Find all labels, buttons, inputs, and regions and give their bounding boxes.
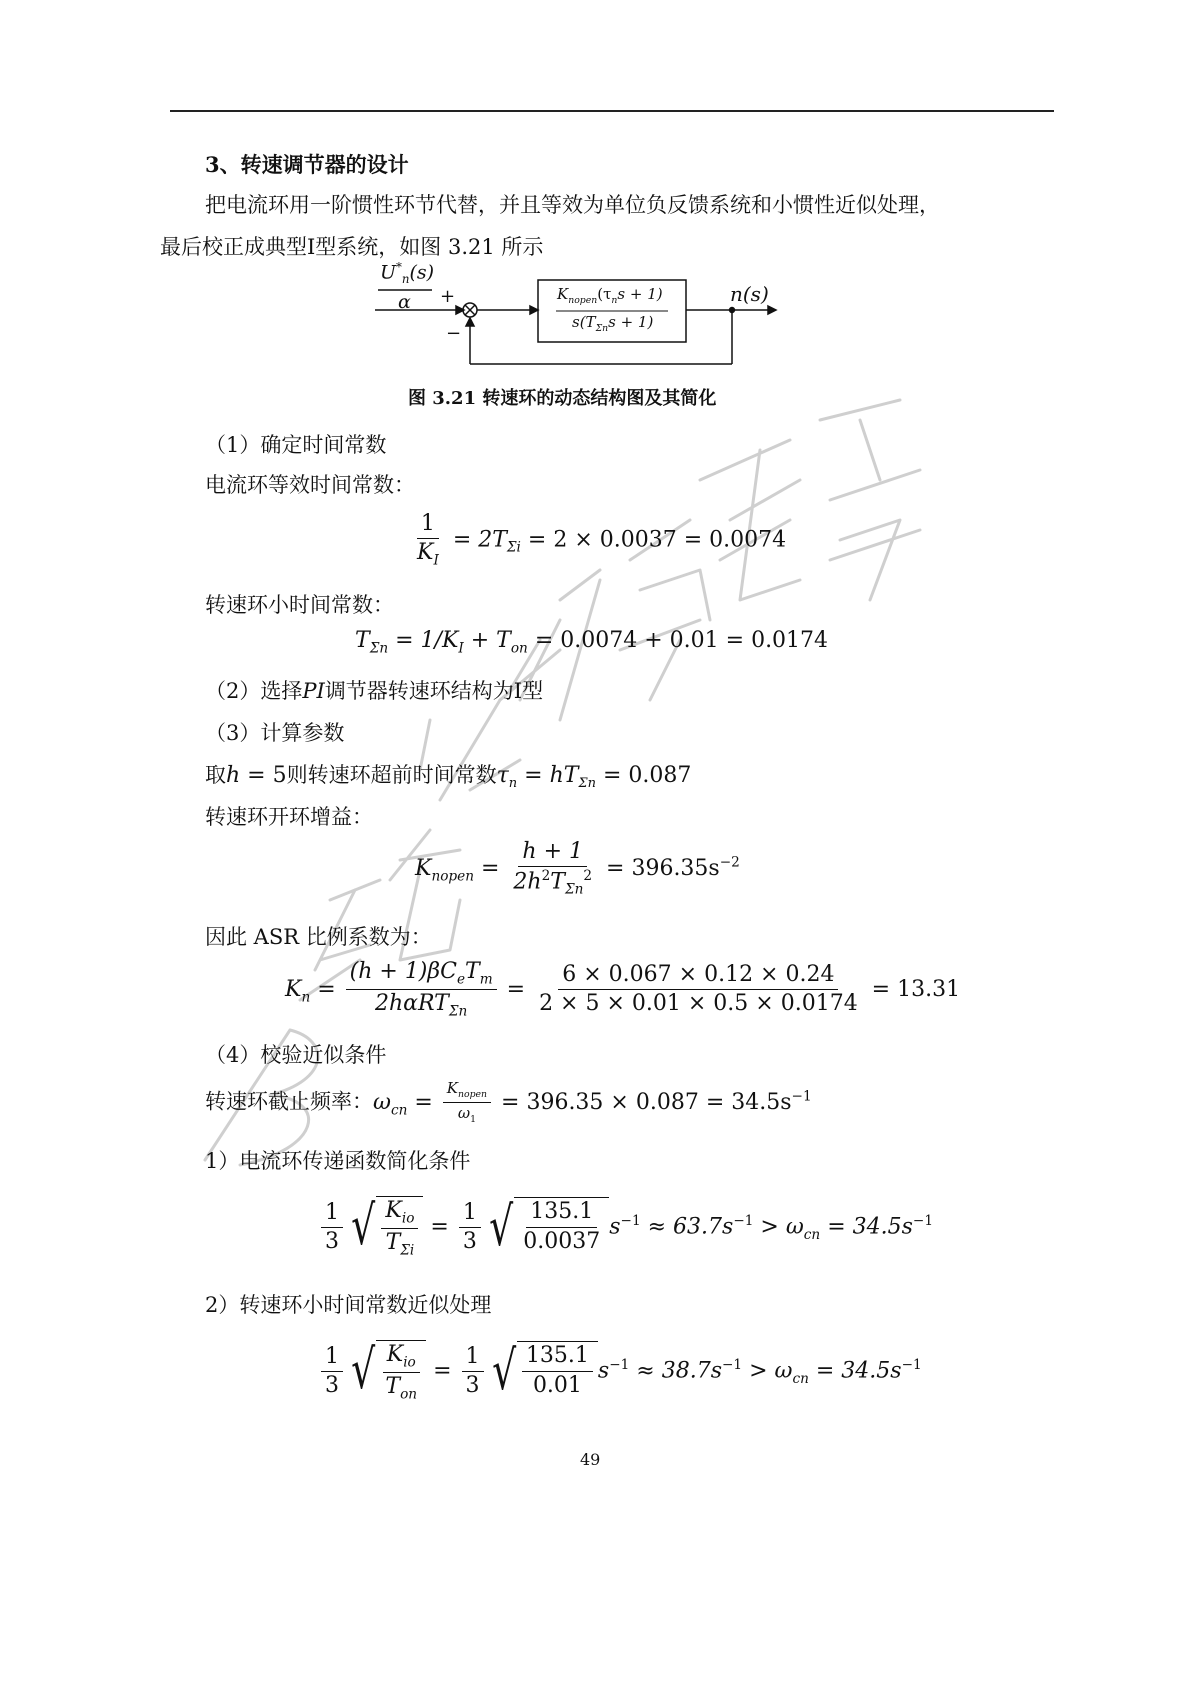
speed-small-label: 转速环小时间常数： xyxy=(205,593,394,617)
equation-7: $\frac{1}{3}$ √ $\frac{K_{io}}{T_{on}}$ = $\frac{1}{3}$ √ $\frac{135.1}{0.01}$ $s^{-1} \approx 38.7s^{-1} > \omega_{cn} = 34.5s^{-1}$ xyxy=(318,1340,922,1403)
page-number: 49 xyxy=(580,1450,601,1469)
intro-line-1: 把电流环用一阶惯性环节代替，并且等效为单位负反馈系统和小惯性近似处理， xyxy=(205,193,940,217)
current-loop-label: 电流环等效时间常数： xyxy=(205,473,415,497)
equation-4: $K_n$ = $\frac{(h + 1)\beta C_eT_m}{2h\alpha RT_{\Sigma n}}$ = $\frac{6 \times 0.067 \times 0.12 \times 0.24}{2 \times 5 \times 0.01 \times 0.5 \times 0.0174}$ = 13.31 xyxy=(285,959,961,1020)
open-gain-label: 转速环开环增益： xyxy=(205,805,373,829)
diagram-minus: − xyxy=(446,323,462,344)
equation-3: $K_{nopen}$ = $\frac{h + 1}{2h^2T_{\Sigma n}^2}$ = $396.35s^{-2}$ xyxy=(415,839,740,898)
cutoff-line: 转速环截止频率：$\omega_{cn}$ = $\frac{K_{nopen}}{\omega_1}$ = $396.35 \times 0.087 = 34.5s^{-1}$ xyxy=(205,1079,812,1126)
diagram-output: n(s) xyxy=(730,282,769,306)
step-1: （1）确定时间常数 xyxy=(205,433,387,457)
equation-2: $T_{\Sigma n} = 1/K_I + T_{on} = 0.0074 + 0.01 = 0.0174$ xyxy=(355,628,829,657)
diagram-block-den: $s(T_{\Sigma n}s + 1)$ xyxy=(572,313,654,334)
diagram-block-num: $K_{nopen}(\tau_ns + 1)$ xyxy=(557,285,663,306)
step-3: （3）计算参数 xyxy=(205,721,345,745)
diagram-input-den: α xyxy=(398,291,411,313)
equation-1: $\frac{1}{K_I}$ = $2T_{\Sigma i} = 2 \times 0.0037 = 0.0074$ xyxy=(417,511,787,569)
step-4: （4）校验近似条件 xyxy=(205,1043,387,1067)
section-title: 3、转速调节器的设计 xyxy=(205,152,409,177)
diagram-input-num: $U^*_n(s)$ xyxy=(380,260,435,287)
take-h-line: 取h = 5则转速环超前时间常数$\tau_n = hT_{\Sigma n} = 0.087$ xyxy=(205,763,692,792)
header-rule xyxy=(170,110,1054,112)
intro-line-2: 最后校正成典型Ⅰ型系统，如图 3.21 所示 xyxy=(160,235,544,259)
equation-6: $\frac{1}{3}$ √ $\frac{K_{io}}{T_{\Sigma i}}$ = $\frac{1}{3}$ √ $\frac{135.1}{0.0037}$ $s^{-1} \approx 63.7s^{-1} > \omega_{cn} = 34.5s^{-1}$ xyxy=(318,1196,933,1259)
asr-label: 因此 ASR 比例系数为： xyxy=(205,925,432,949)
diagram-plus: + xyxy=(440,286,456,307)
step-2: （2）选择PI调节器转速环结构为Ⅰ型 xyxy=(205,679,544,703)
condition-1: 1）电流环传递函数简化条件 xyxy=(205,1149,471,1173)
condition-2: 2）转速环小时间常数近似处理 xyxy=(205,1293,492,1317)
figure-caption: 图 3.21 转速环的动态结构图及其简化 xyxy=(408,388,717,409)
